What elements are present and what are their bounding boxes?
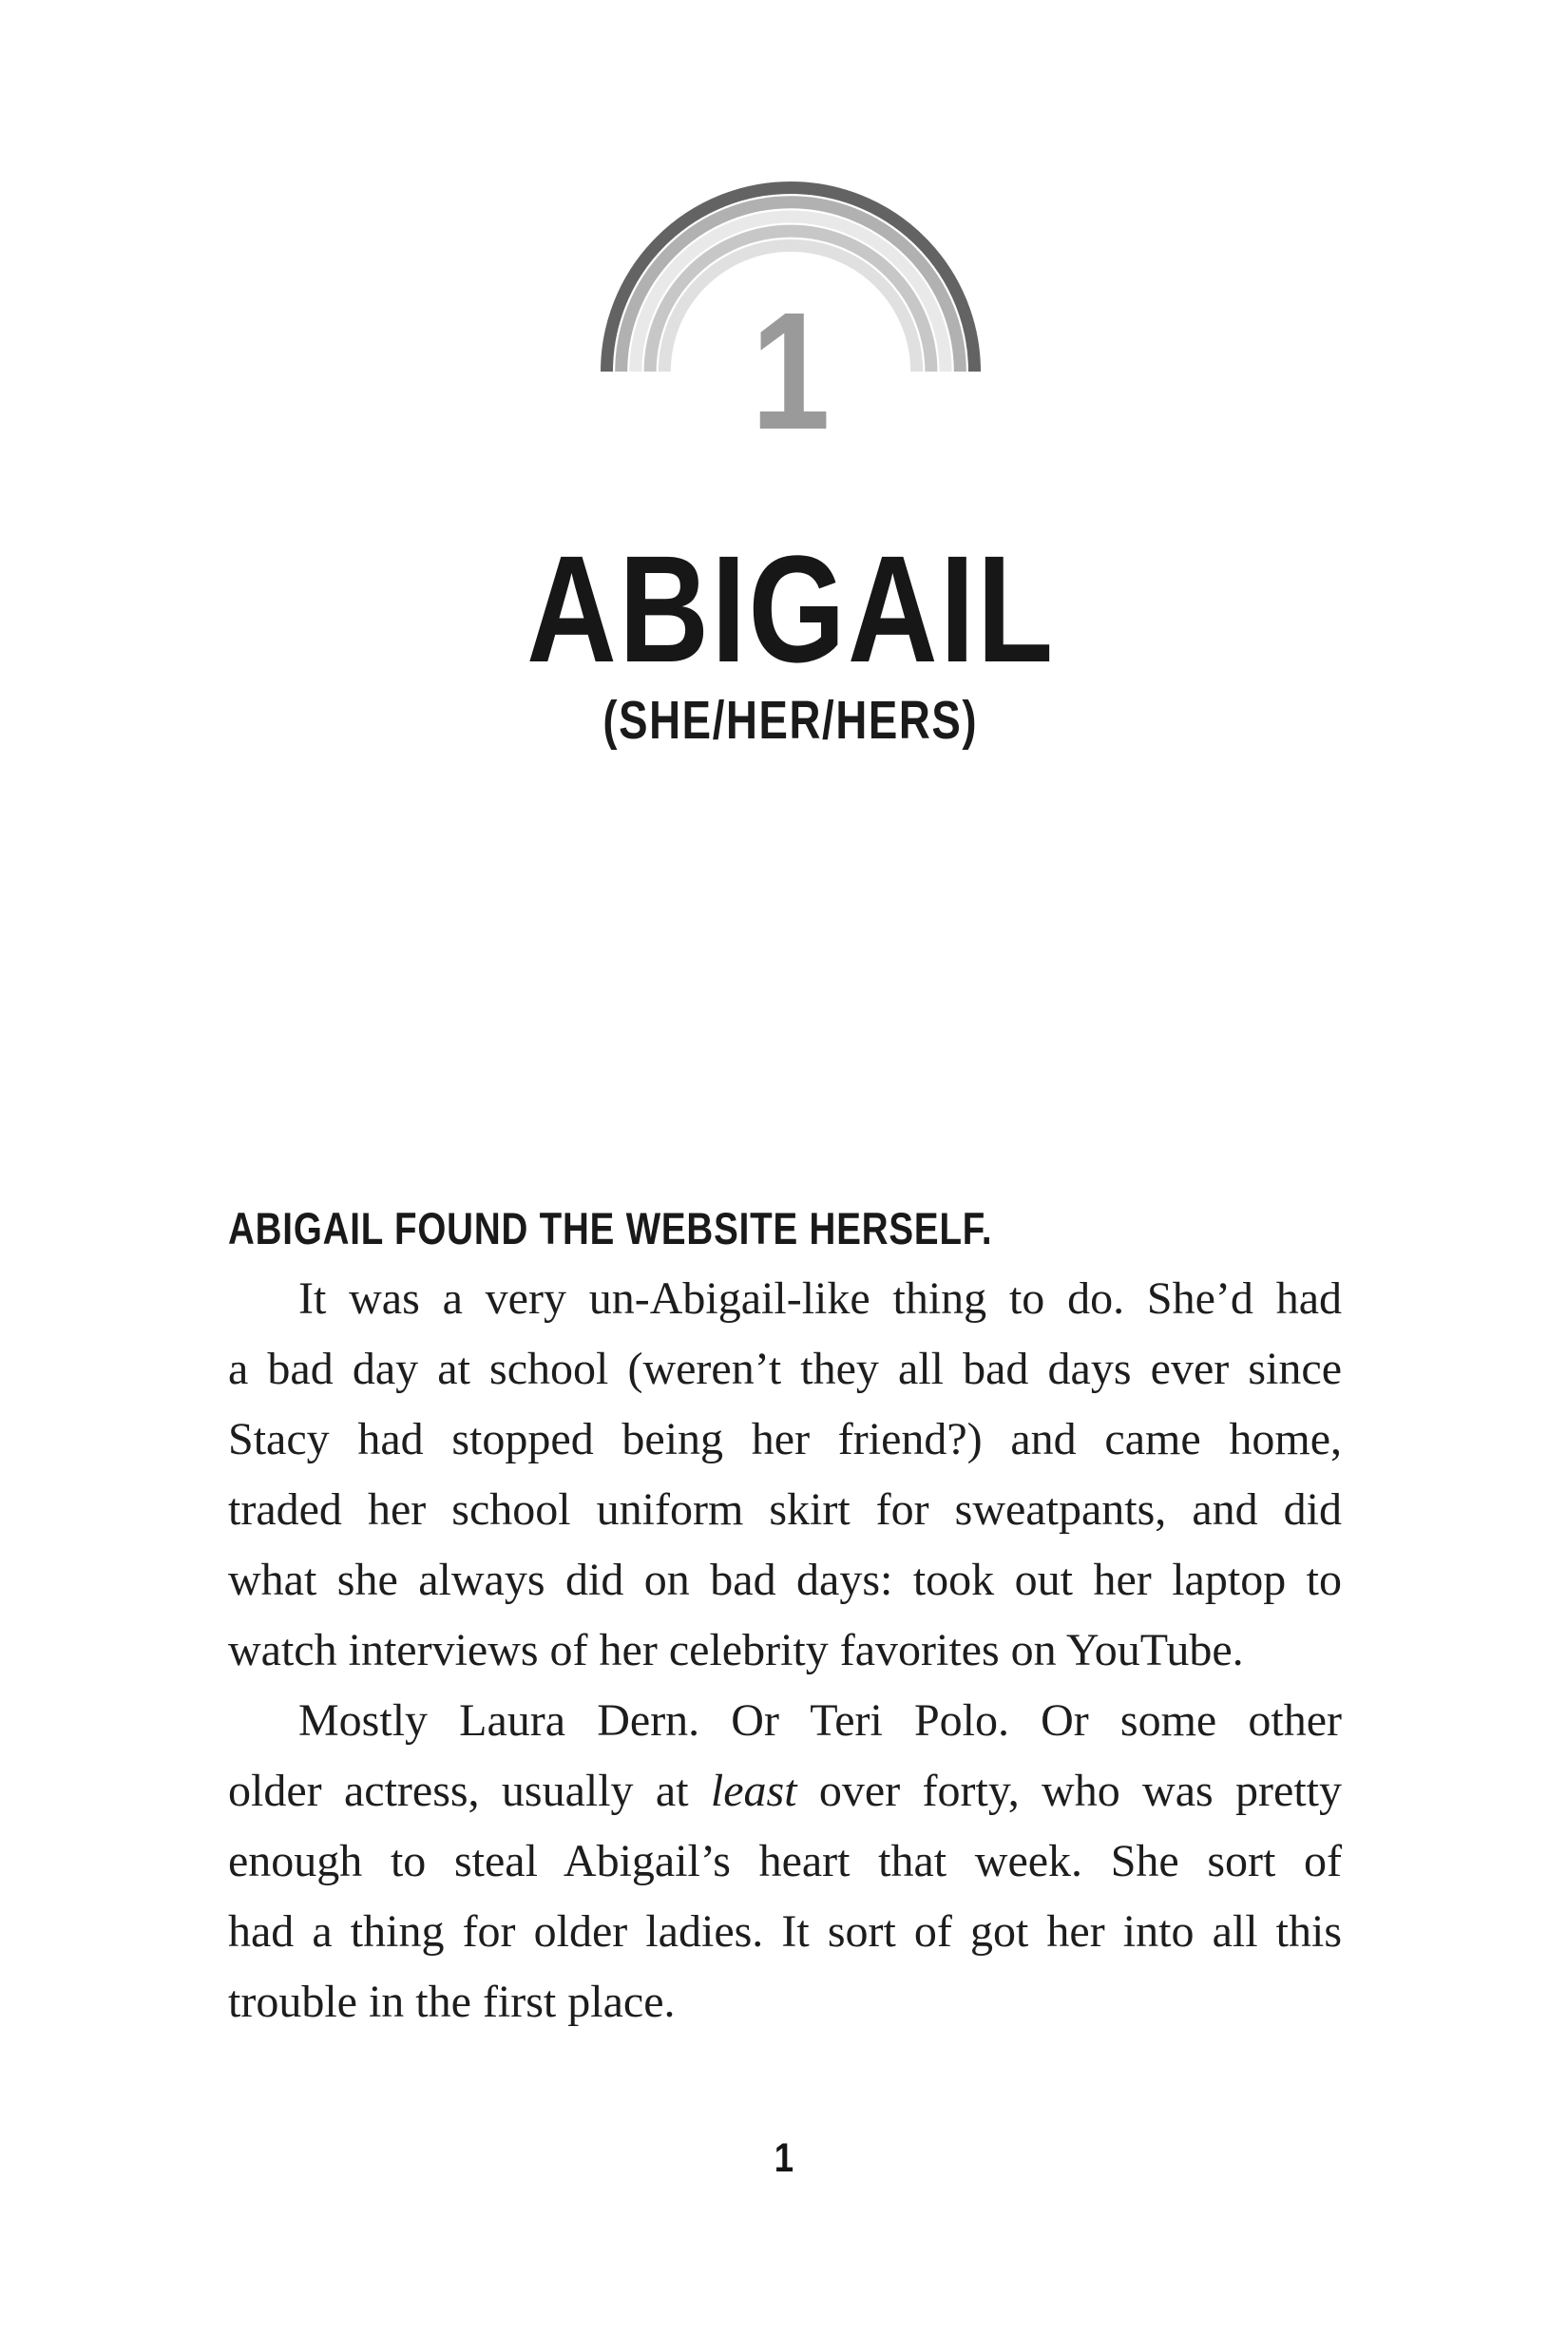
body-text — [228, 1194, 1342, 2037]
body-line: trouble in the first place. — [228, 1977, 676, 2027]
body-line: had a thing for older ladies. It sort of got her into all this — [228, 1906, 1342, 1957]
body-line: a bad day at school (weren’t they all bad days ever since — [228, 1344, 1342, 1394]
body-line: watch interviews of her celebrity favorites on YouTube. — [228, 1625, 1244, 1675]
chapter-title: ABIGAIL — [526, 524, 1056, 694]
body-line: It was a very un-Abigail-like thing to do. She’d had — [298, 1273, 1342, 1324]
lead-in-line: ABIGAIL FOUND THE WEBSITE HERSELF. — [228, 1203, 993, 1253]
body-line: traded her school uniform skirt for sweatpants, and did — [228, 1484, 1342, 1535]
body-line: Mostly Laura Dern. Or Teri Polo. Or some other — [298, 1695, 1342, 1746]
paragraph — [228, 1686, 1342, 2037]
paragraph — [228, 1264, 1342, 1686]
chapter-pronouns: (SHE/HER/HERS) — [602, 690, 979, 751]
italic-word: least — [710, 1766, 797, 1816]
page-number: 1 — [774, 2135, 794, 2181]
body-line: Stacy had stopped being her friend?) and came home, — [228, 1414, 1342, 1464]
body-line: what she always did on bad days: took out her laptop to — [228, 1555, 1342, 1605]
chapter-number-glyph: 1 — [751, 278, 831, 465]
body-paragraphs — [228, 1264, 1342, 2037]
chapter-number — [7, 278, 1568, 465]
body-line: older actress, usually at least over forty, who was pretty — [228, 1766, 1343, 1816]
body-line: enough to steal Abigail’s heart that week. She sort of — [228, 1836, 1342, 1886]
